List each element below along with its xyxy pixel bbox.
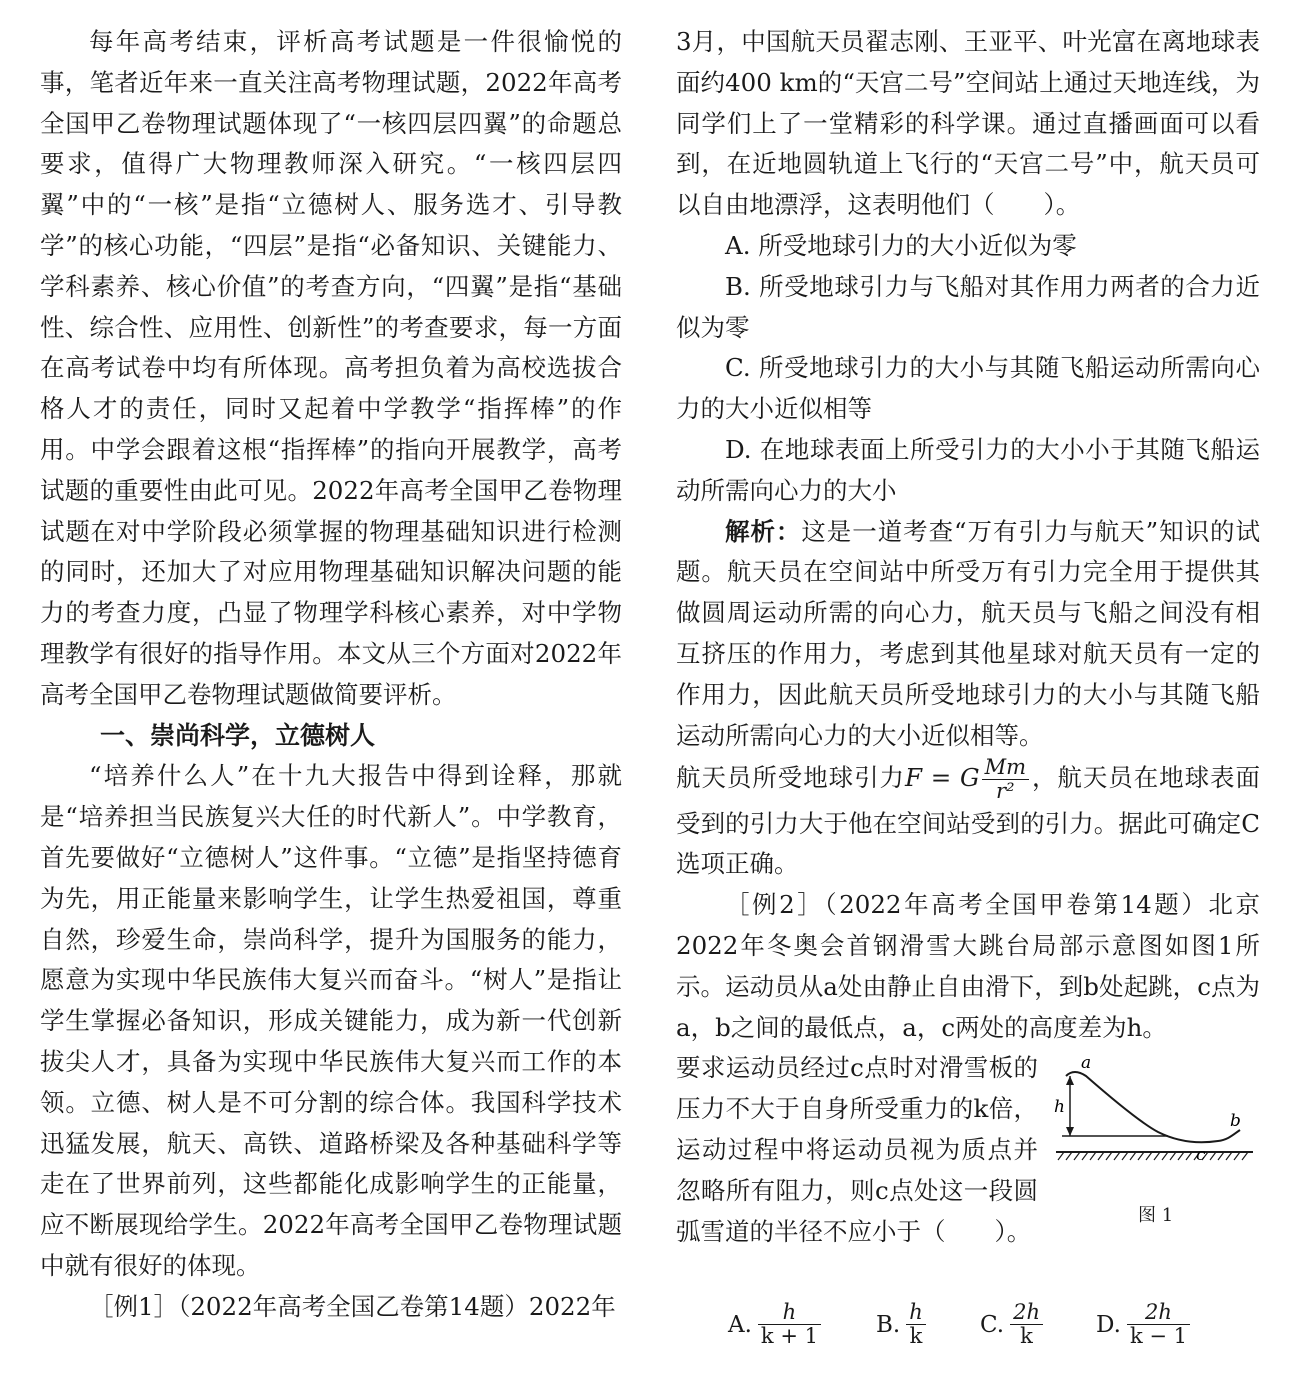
formula-lhs: F = G — [905, 763, 980, 793]
left-column — [40, 22, 622, 1328]
analysis-text: 这是一道考查“万有引力与航天”知识的试题。航天员在空间站中所受万有引力完全用于提供其做圆周运动所需的向心力，航天员与飞船之间没有相互挤压的作用力，考虑到其他星球对航天员有一定的作用力，因此航天员所受地球引力的大小与其随飞船运动所需向心力的大小近似相等。 — [676, 516, 1260, 750]
example1-continued: 3月，中国航天员翟志刚、王亚平、叶光富在离地球表面约400 km的“天宫二号”空间站上通过天地连线，为同学们上了一堂精彩的科学课。通过直播画面可以看到，在近地圆轨道上飞行的“天宫二号”中，航天员可以自由地漂浮，这表明他们（ ）。 — [676, 27, 1260, 220]
formula-suffix: ，航天员在地球表面受到的引力大于他在空间站受到的引力。据此可确定C选项正确。 — [676, 763, 1260, 879]
figure-block — [676, 1048, 1260, 1293]
section-heading: 一、崇尚科学，立德树人 — [100, 720, 376, 750]
figure-caption: 图 1 — [1138, 1205, 1174, 1227]
formula-prefix: 航天员所受地球引力 — [676, 763, 905, 793]
example2-wrap-text: 要求运动员经过c点时对滑雪板的压力不大于自身所受重力的k倍，运动过程中将运动员视为质点并忽略所有阻力，则c点处这一段圆弧雪道的半径不应小于（ ）。 — [676, 1053, 1038, 1246]
label-h: h — [1054, 1097, 1065, 1118]
option-b: B. 所受地球引力与飞船对其作用力两者的合力近似为零 — [676, 271, 1260, 342]
answer-b: B. $\frac{h}{k}$ — [876, 1301, 928, 1348]
option-c: C. 所受地球引力的大小与其随飞船运动所需向心力的大小近似相等 — [676, 353, 1260, 424]
answer-d: D. $\frac{2h}{k - 1}$ — [1096, 1301, 1192, 1348]
formula-fraction — [982, 756, 1029, 803]
label-b: b — [1230, 1111, 1241, 1132]
option-d: D. 在地球表面上所受引力的大小小于其随飞船运动所需向心力的大小 — [676, 434, 1260, 505]
formula-numerator: Mm — [982, 756, 1029, 780]
analysis-paragraph — [676, 512, 1260, 757]
example2-paragraph: ［例2］（2022年高考全国甲卷第14题）北京2022年冬奥会首钢滑雪大跳台局部示意图如图1所示。运动员从a处由静止自由滑下，到b处起跳，c点为a，b之间的最低点，a，c两处的高度差为h。 — [676, 890, 1260, 1042]
section-paragraph: “培养什么人”在十九大报告中得到诠释，那就是“培养担当民族复兴大任的时代新人”。中学教育，首先要做好“立德树人”这件事。“立德”是指坚持德育为先，用正能量来影响学生，让学生热爱祖国，尊重自然，珍爱生命，崇尚科学，提升为国服务的能力，愿意为实现中华民族伟大复兴而奋斗。“树人”是指让学生掌握必备知识，形成关键能力，成为新一代创新拔尖人才，具备为实现中华民族伟大复兴而工作的本领。立德、树人是不可分割的综合体。我国科学技术迅猛发展，航天、高铁、道路桥梁及各种基础科学等走在了世界前列，这些都能化成影响学生的正能量，应不断展现给学生。2022年高考全国甲乙卷物理试题中就有很好的体现。 — [40, 761, 622, 1280]
answer-a: A. $\frac{h}{k + 1}$ — [728, 1301, 823, 1348]
label-c: c — [1196, 1145, 1206, 1166]
answer-c: C. $\frac{2h}{k}$ — [980, 1301, 1045, 1348]
analysis-label: 解析： — [725, 516, 802, 546]
answer-choices — [676, 1301, 1260, 1371]
label-a: a — [1081, 1054, 1092, 1074]
right-column — [676, 22, 1260, 1371]
formula-paragraph — [676, 756, 1260, 885]
intro-paragraph: 每年高考结束，评析高考试题是一件很愉悦的事，笔者近年来一直关注高考物理试题，2022年高考全国甲乙卷物理试题体现了“一核四层四翼”的命题总要求，值得广大物理教师深入研究。“一核四层四翼”中的“一核”是指“立德树人、服务选才、引导教学”的核心功能，“四层”是指“必备知识、关键能力、学科素养、核心价值”的考查方向，“四翼”是指“基础性、综合性、应用性、创新性”的考查要求，每一方面在高考试卷中均有所体现。高考担负着为高校选拔合格人才的责任，同时又起着中学教学“指挥棒”的作用。中学会跟着这根“指挥棒”的指向开展教学，高考试题的重要性由此可见。2022年高考全国甲乙卷物理试题在对中学阶段必须掌握的物理基础知识进行检测的同时，还加大了对应用物理基础知识解决问题的能力的考查力度，凸显了物理学科核心素养，对中学物理教学有很好的指导作用。本文从三个方面对2022年高考全国甲乙卷物理试题做简要评析。 — [40, 27, 622, 709]
ground-hatching — [1058, 1152, 1248, 1160]
option-a: A. 所受地球引力的大小近似为零 — [725, 230, 1077, 260]
example1-start: ［例1］（2022年高考全国乙卷第14题）2022年 — [89, 1291, 616, 1321]
height-arrow-bottom — [1066, 1127, 1074, 1136]
ski-slope-curve — [1066, 1072, 1240, 1142]
formula-denominator: r² — [996, 779, 1015, 804]
height-arrow-top — [1066, 1076, 1074, 1085]
ski-jump-figure — [1048, 1054, 1260, 1214]
